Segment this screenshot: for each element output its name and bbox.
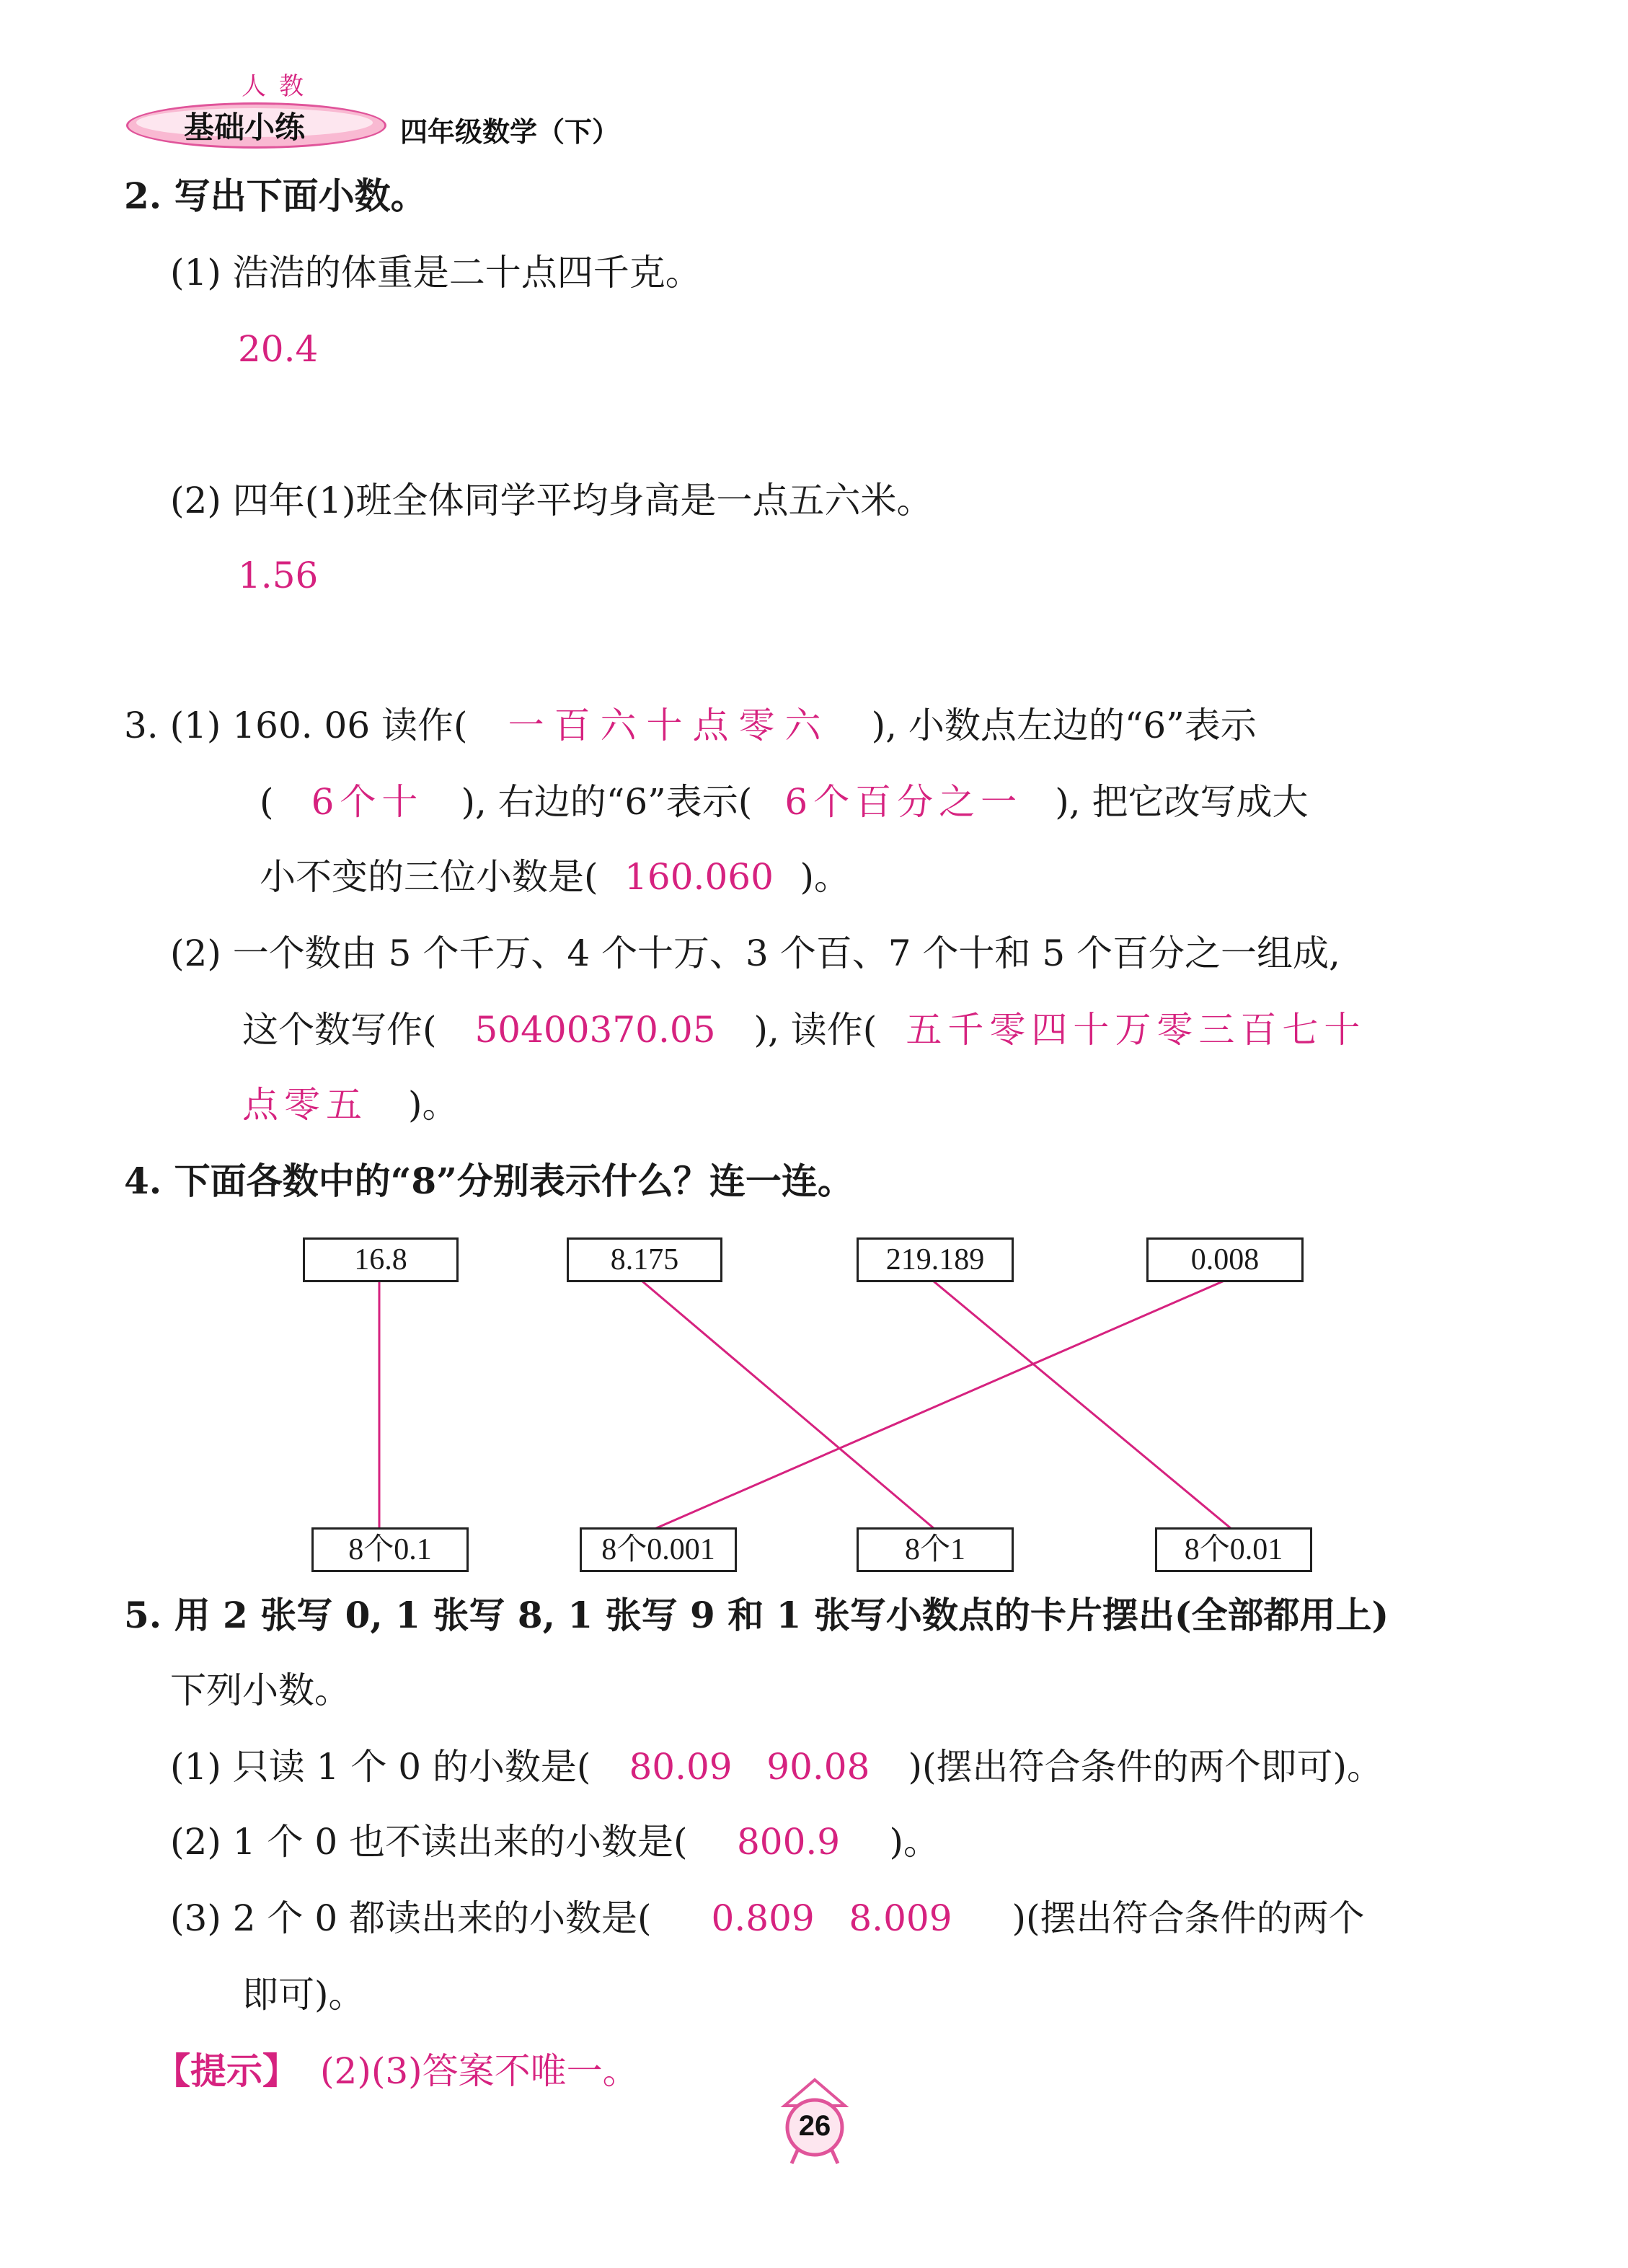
q3-part2-line2: [242, 1007, 1366, 1053]
q3-answer-read-part1: 五千零四十万零三百七十: [906, 1009, 1366, 1051]
q3-answer-left-six: 6个十: [311, 781, 424, 823]
grade-title: 四年级数学（下）: [400, 116, 620, 148]
bottom-meaning-box[interactable]: 8个1: [857, 1527, 1014, 1572]
q3-part2-line3: [242, 1082, 459, 1128]
q5-answer-2: 800.9: [736, 1821, 841, 1863]
q3-text: ), 小数点左边的“6”表示: [871, 705, 1257, 746]
q5-line2: 下列小数。: [170, 1669, 350, 1711]
q2-part2-question: (2) 四年(1)班全体同学平均身高是一点五六米。: [170, 480, 933, 521]
q3-text: )。: [408, 1084, 459, 1126]
page-number-badge: [779, 2077, 851, 2171]
q3-answer-written: 50400370.05: [474, 1009, 716, 1051]
q5-text: (3) 2 个 0 都读出来的小数是(: [170, 1897, 652, 1939]
page-header: [126, 66, 775, 160]
match-line-219-189: [933, 1281, 1231, 1529]
q3-part2-line1: (2) 一个数由 5 个千万、4 个十万、3 个百、7 个十和 5 个百分之一组成,: [170, 932, 1340, 974]
q3-part1-line1: [124, 702, 1257, 749]
series-title: 基础小练: [184, 110, 306, 145]
q3-text: ), 把它改写成大: [1055, 781, 1309, 823]
q3-text: ), 读作(: [753, 1009, 877, 1051]
q4-title: 4. 下面各数中的“8”分别表示什么？连一连。: [124, 1160, 854, 1202]
q5-text: )(摆出符合条件的两个即可)。: [908, 1746, 1383, 1788]
q3-text: 3. (1) 160. 06 读作(: [124, 705, 468, 746]
q5-line1: 5. 用 2 张写 0, 1 张写 8, 1 张写 9 和 1 张写小数点的卡片摆出(全部都用上): [124, 1594, 1389, 1636]
q3-text: 小不变的三位小数是(: [260, 856, 598, 898]
q3-answer-three-place: 160.060: [624, 856, 774, 898]
top-number-box[interactable]: 219.189: [857, 1237, 1014, 1282]
q5-part3: [170, 1895, 1365, 1941]
hint-label: 【提示】: [154, 2049, 298, 2092]
q2-part1-question: (1) 浩浩的体重是二十点四千克。: [170, 252, 702, 294]
top-number-box[interactable]: 16.8: [303, 1237, 459, 1282]
q3-text: ), 右边的“6”表示(: [461, 781, 753, 823]
publisher-label: 人教: [242, 72, 317, 101]
bottom-meaning-box[interactable]: 8个0.001: [580, 1527, 737, 1572]
hint-line: [154, 2048, 639, 2094]
q3-text: )。: [800, 856, 851, 898]
q5-text: )。: [889, 1821, 940, 1863]
match-line-8-175: [642, 1281, 934, 1529]
q2-title: 2. 写出下面小数。: [124, 175, 427, 217]
hint-text: (2)(3)答案不唯一。: [320, 2050, 639, 2092]
q2-part2-answer: 1.56: [238, 555, 319, 596]
q5-part2: [170, 1819, 939, 1865]
q3-text: (: [260, 781, 274, 823]
q3-part1-line3: [260, 854, 850, 900]
q5-answer-3: 0.809 8.009: [711, 1897, 952, 1939]
q3-answer-read-part2: 点零五: [242, 1084, 368, 1126]
q3-part1-line2: [260, 779, 1309, 825]
page-number: 26: [798, 2110, 831, 2142]
top-number-box[interactable]: 8.175: [567, 1237, 722, 1282]
match-line-0-008: [655, 1281, 1224, 1529]
bottom-meaning-box[interactable]: 8个0.01: [1155, 1527, 1312, 1572]
q5-part3-cont: 即可)。: [242, 1974, 365, 2016]
q3-text: 这个数写作(: [242, 1009, 437, 1051]
bottom-meaning-box[interactable]: 8个0.1: [311, 1527, 469, 1572]
q5-answer-1: 80.09 90.08: [629, 1746, 870, 1788]
q3-answer-reading: 一百六十点零六: [508, 705, 831, 746]
q5-text: (1) 只读 1 个 0 的小数是(: [170, 1746, 591, 1788]
q2-part1-answer: 20.4: [238, 328, 319, 370]
q5-text: (2) 1 个 0 也不读出来的小数是(: [170, 1821, 688, 1863]
q5-text: )(摆出符合条件的两个: [1012, 1897, 1365, 1939]
q3-answer-right-six: 6个百分之一: [784, 781, 1023, 823]
top-number-box[interactable]: 0.008: [1146, 1237, 1304, 1282]
q5-part1: [170, 1744, 1383, 1790]
